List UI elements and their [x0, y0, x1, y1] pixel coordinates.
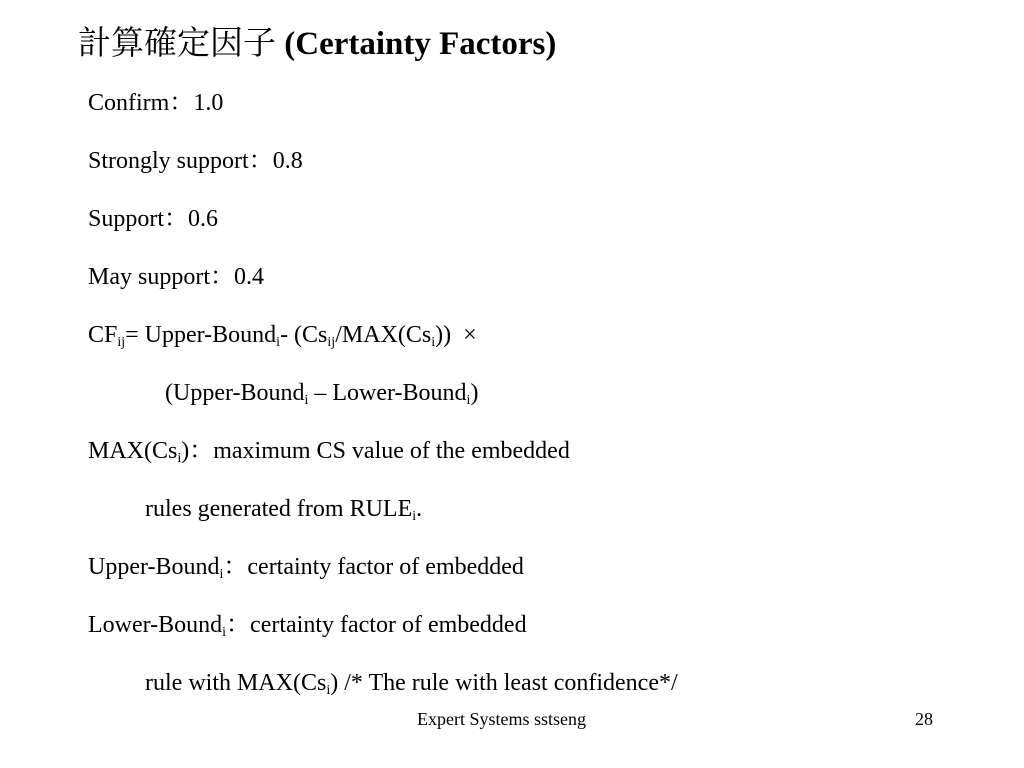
ub-term: Upper-Bound — [88, 554, 220, 580]
definition-lower-bound-cont — [145, 667, 678, 699]
level-label: Confirm — [88, 90, 170, 116]
definition-max-cs-cont — [145, 493, 422, 525]
level-may-support — [88, 261, 264, 293]
level-confirm — [88, 87, 223, 119]
lb-term-subscript: i — [222, 625, 227, 640]
level-separator: ： — [169, 90, 194, 116]
cf-formula-line1 — [88, 319, 477, 351]
level-separator: ： — [248, 148, 273, 174]
lb-term: Lower-Bound — [88, 612, 223, 638]
level-separator: ： — [164, 206, 189, 232]
ub-description: ：certainty factor of embedded — [223, 554, 524, 580]
level-value: 0.4 — [234, 264, 264, 290]
formula-lhs: CF — [88, 322, 118, 348]
definition-max-cs — [88, 435, 570, 467]
lb-description-end: ) /* The rule with least confidence*/ — [330, 670, 678, 696]
formula-line2-mid: – Lower-Bound — [308, 380, 467, 406]
level-value: 0.6 — [188, 206, 219, 232]
max-term-close: ) — [181, 438, 190, 464]
lb-cs-subscript: i — [326, 683, 331, 698]
level-strongly-support — [88, 145, 303, 177]
level-value: 1.0 — [193, 90, 224, 116]
title-chinese: 計算確定因子 — [78, 26, 276, 62]
lb-description: ：certainty factor of embedded — [226, 612, 527, 638]
formula-cs-subscript-ij: ij — [327, 335, 336, 350]
title-english: (Certainty Factors) — [284, 26, 557, 62]
formula-line2-sub2: i — [466, 393, 471, 408]
formula-close: )) — [435, 322, 452, 348]
definition-lower-bound — [88, 609, 527, 641]
formula-cs-subscript-i: i — [431, 335, 436, 350]
level-label: Support — [88, 206, 165, 232]
cf-formula-line2 — [165, 377, 478, 409]
ub-term-subscript: i — [219, 567, 224, 582]
formula-line2-sub1: i — [304, 393, 309, 408]
level-separator: ： — [210, 264, 234, 290]
page-number: 28 — [915, 709, 933, 729]
formula-upper-bound: = Upper-Bound — [125, 322, 277, 348]
definition-upper-bound — [88, 551, 524, 583]
level-label: May support — [88, 264, 210, 290]
max-description-end: . — [416, 496, 423, 522]
level-support — [88, 203, 218, 235]
formula-line2-close: ) — [470, 380, 479, 406]
max-term-subscript: i — [177, 451, 182, 466]
max-term: MAX(Cs — [88, 438, 178, 464]
level-value: 0.8 — [272, 148, 303, 174]
rule-subscript: i — [412, 509, 417, 524]
lb-description-cont: rule with MAX(Cs — [145, 670, 327, 696]
slide-title — [78, 22, 556, 66]
formula-cs-open: - (Cs — [280, 322, 328, 348]
formula-ub-subscript: i — [276, 335, 281, 350]
formula-max-div: /MAX(Cs — [335, 322, 432, 348]
formula-times: × — [463, 322, 477, 348]
formula-lhs-subscript: ij — [117, 335, 126, 350]
level-label: Strongly support — [88, 148, 249, 174]
formula-line2-open: (Upper-Bound — [165, 380, 305, 406]
footer-text: Expert Systems sstseng — [417, 709, 586, 729]
max-description: ：maximum CS value of the embedded — [189, 438, 570, 464]
max-description-cont: rules generated from RULE — [145, 496, 413, 522]
